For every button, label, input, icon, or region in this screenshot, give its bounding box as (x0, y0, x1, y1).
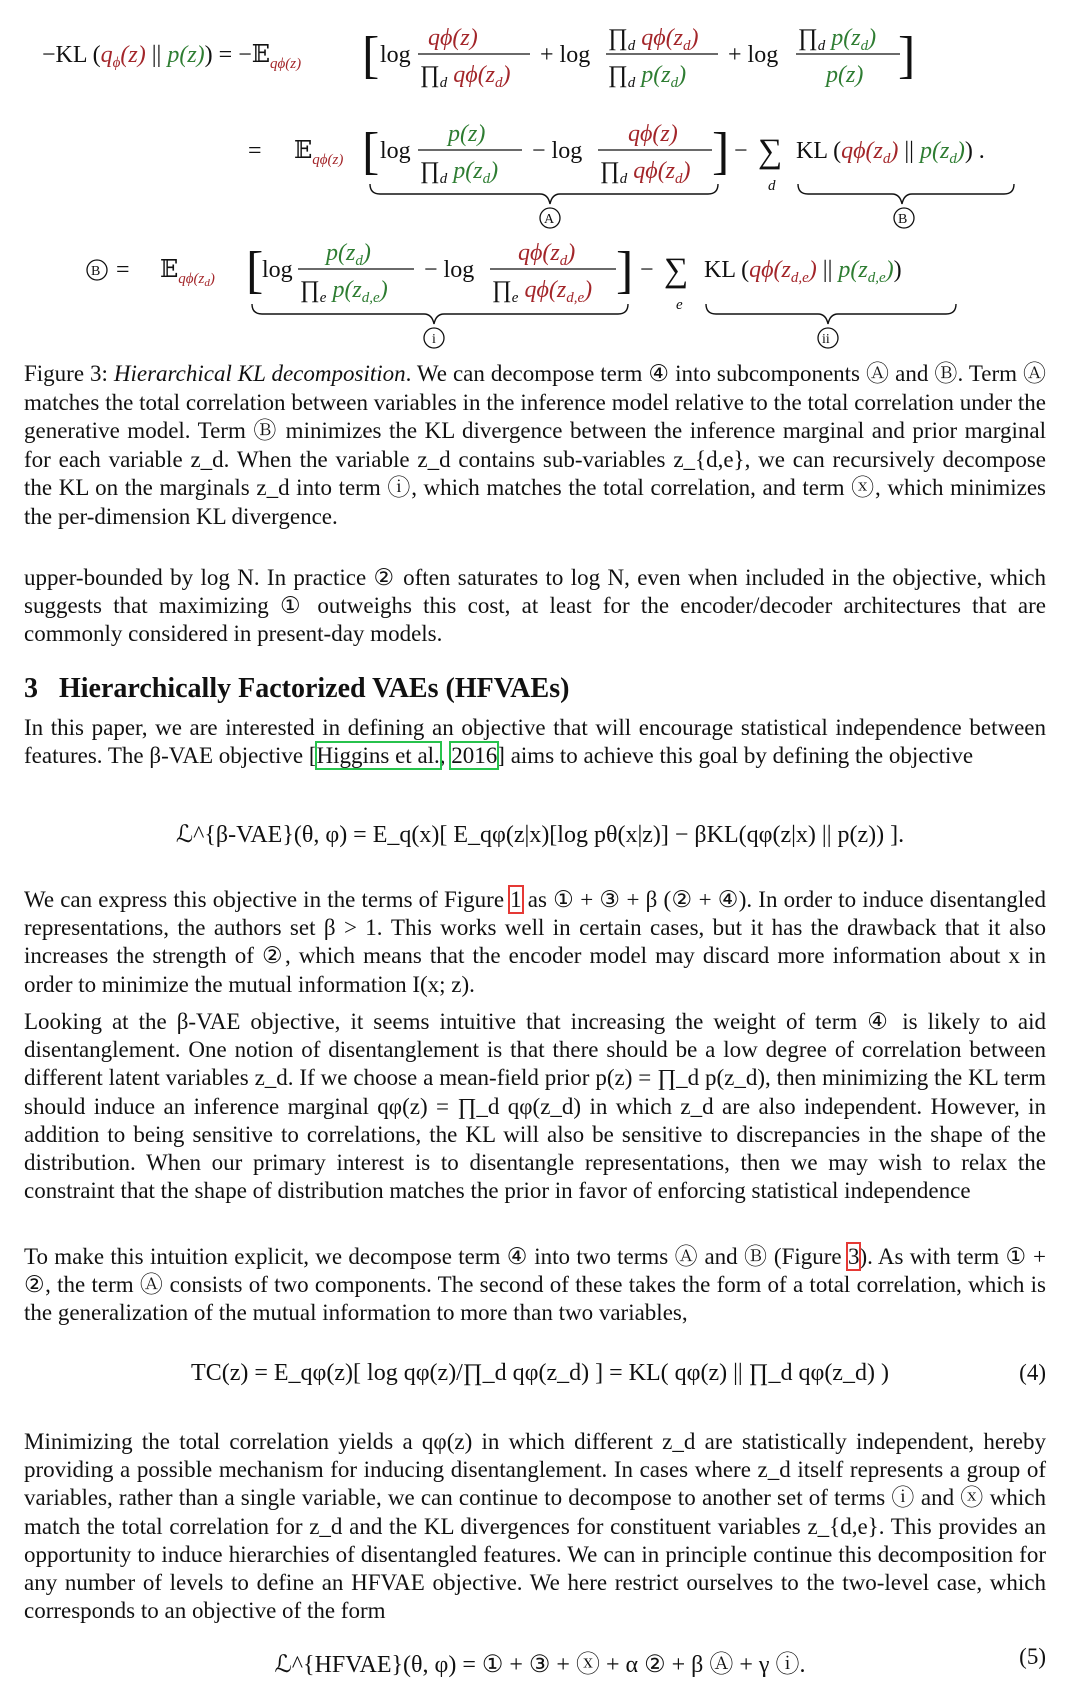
svg-text:∑: ∑ (758, 133, 783, 170)
svg-text:qϕ(z): qϕ(z) (428, 25, 478, 51)
brace-label-a: A (544, 212, 555, 227)
paragraph-disentangle: Looking at the β-VAE objective, it seems intuitive that increasing the weight of term ④ is likely to aid disentanglement. One notion of disentanglement is that there should be a low degree of correlation between different latent variables z_d. If we choose a mean-field prior p(z) = ∏_d p(z_d), then minimizing the KL term should induce an inference marginal qφ(z) = ∏_d qφ(z_d) in which z_d are also independent. However, in addition to being sensitive to correlations, the KL will also be sensitive to discrepancies in the shape of the distribution. When our primary interest is to disentangle representations, then we may wish to relax the constraint that the shape of distribution matches the prior in favor of enforcing statistical independence (24, 1009, 1046, 1204)
para5-after: ). As with term ① + ②, the term Ⓐ consists of two components. The second of these takes the form of a total correlation, which is the generalization of the mutual information to more than two variables, (24, 1244, 1046, 1326)
figure-label: Figure 3: (24, 361, 108, 386)
figure-caption (24, 360, 1046, 531)
section-heading (24, 673, 569, 705)
equation-5 (0, 1644, 1080, 1679)
paragraph-beta (24, 886, 1046, 999)
svg-text:[: [ (362, 27, 380, 84)
eq-row-3 (87, 240, 956, 348)
svg-text:p(z): p(z) (448, 121, 486, 147)
svg-text:−: − (734, 138, 748, 164)
svg-text:[: [ (246, 242, 264, 299)
figure-1-link[interactable]: 1 (510, 887, 522, 912)
svg-text:+ log: + log (540, 42, 591, 68)
svg-text:qϕ(z): qϕ(z) (628, 121, 678, 147)
svg-text:KL (qϕ(zd) || p(zd)) .: KL ($q\phi(z_d)$ || $p(z_d)$) . (796, 138, 985, 167)
para5-before: To make this intuition explicit, we decompose term ④ into two terms Ⓐ and Ⓑ (Figure (24, 1244, 848, 1269)
para2-sep: , (439, 743, 452, 769)
paragraph-total-correlation: Minimizing the total correlation yields a qφ(z) in which different z_d are statistically independent, hereby providing a possible mechanism for inducing disentanglement. In cases where z_d itself represents a group of variables, rather than a single variable, we can continue to decompose to another set of terms ⓘ and ⓧ which match the total correlation for z_d and the KL divergences for constituent variables z_{d,e}. This provides an opportunity to induce hierarchies of disentangled features. We can in principle continue this decomposition for any number of levels to define an HFVAE objective. We here restrict ourselves to the two-level case, which corresponds to an objective of the form (24, 1429, 1046, 1624)
figure-3-equations (0, 0, 1080, 350)
equation-5-number: (5) (1019, 1644, 1046, 1669)
paragraph-intro (24, 714, 1046, 770)
svg-text:∏d qϕ(zd): $\prod_d$ $q\phi(z_d)$ (608, 25, 699, 54)
svg-text:− log: − log (532, 138, 583, 164)
svg-text:𝔼qϕ(z): 𝔼$_{q\phi(z)}$ (294, 138, 344, 168)
brace-label-b: B (898, 212, 908, 227)
svg-text:[: [ (362, 123, 380, 180)
svg-text:log: log (380, 42, 411, 68)
equation-beta-vae: ℒ^{β-VAE}(θ, φ) = E_q(x)[ E_qφ(z|x)[log pθ(x|z)] − βKL(qφ(z|x) || p(z)) ]. (175, 822, 905, 848)
svg-text:∏d qϕ(zd): $\prod_d$ $q\phi(z_d)$ (600, 158, 691, 187)
svg-text:∏d qϕ(zd): $\prod_d$ $q\phi(z_d)$ (420, 62, 511, 91)
citation-link-year[interactable]: 2016 (451, 743, 498, 769)
svg-text:log: log (262, 257, 293, 283)
para3-before: We can express this objective in the terms of Figure (24, 887, 511, 912)
figure-title: Hierarchical KL decomposition (113, 361, 406, 386)
svg-text:∏d p(zd): $\prod_d$ $p(z_d)$ (798, 25, 877, 54)
svg-text:e: e (676, 297, 683, 313)
svg-text:𝔼qϕ(zd): 𝔼$_{q\phi(z_d)}$ (160, 257, 215, 289)
svg-text:]: ] (712, 123, 730, 180)
svg-text:]: ] (616, 242, 634, 299)
svg-text:∑: ∑ (664, 252, 689, 289)
svg-text:−KL (qϕ(z) || p(z)) = −𝔼qϕ(z): −KL ($q_\phi(z)$ || p(z)) = −𝔼$_{q\phi(z)}$ (42, 42, 302, 72)
svg-text:p(zd): $p(z_d)$ (326, 240, 371, 269)
svg-text:KL (qϕ(zd,e) || p(zd,e)): KL ($q\phi(z_{d,e})$ || $p(z_{d,e})$) (704, 257, 902, 286)
svg-text:∏e p(zd,e): $\prod_e$ $p(z_{d,e})$ (300, 277, 388, 306)
svg-text:=: = (248, 138, 262, 164)
svg-text:]: ] (898, 27, 916, 84)
equation-4-number: (4) (1019, 1360, 1046, 1385)
svg-text:−: − (640, 257, 654, 283)
svg-text:d: d (768, 178, 776, 194)
svg-text:=: = (116, 257, 130, 283)
eq-row-1 (42, 25, 915, 91)
equation-4 (0, 1360, 1080, 1387)
section-number: 3 (24, 673, 38, 704)
svg-text:∏d p(zd): $\prod_d$ $p(z_d)$ (608, 62, 687, 91)
para3-after: as ① + ③ + β (② + ④). In order to induce disentangled representations, the authors set β > 1. This works well in certain cases, but it has the drawback that it also increases the strength of ②, which means that the encoder model may discard more information about x in order to minimize the mutual information I(x; z). (24, 887, 1046, 997)
brace-label-ii: ii (822, 332, 830, 347)
equation-4-text: TC(z) = E_qφ(z)[ log qφ(z)/∏_d qφ(z_d) ] = KL( qφ(z) || ∏_d qφ(z_d) ) (191, 1360, 889, 1386)
equation-5-text: ℒ^{HFVAE}(θ, φ) = ① + ③ + ⓧ + α ② + β Ⓐ + γ ⓘ. (274, 1652, 806, 1678)
para2-after: ] aims to achieve this goal by defining the objective (497, 743, 974, 769)
svg-text:B: B (91, 264, 101, 279)
svg-text:p(z): p(z) (826, 62, 864, 88)
section-title: Hierarchically Factorized VAEs (HFVAEs) (59, 673, 570, 704)
svg-text:∏e qϕ(zd,e): $\prod_e$ $q\phi(z_{d,e})$ (492, 277, 593, 306)
figure-caption-body: . We can decompose term ④ into subcomponents Ⓐ and Ⓑ. Term Ⓐ matches the total correlation between variables in the inference model relative to the total correlation under the generative model. Term Ⓑ minimizes the KL divergence between the inference marginal and prior marginal for each variable z_d. When the variable z_d contains sub-variables z_{d,e}, we can recursively decompose the KL on the marginals z_d into term ⓘ, which matches the total correlation, and term ⓧ, which minimizes the per-dimension KL divergence. (24, 361, 1046, 529)
svg-text:∏d p(zd): $\prod_d$ $p(z_d)$ (420, 158, 499, 187)
citation-link-higgins[interactable]: Higgins et al. (316, 743, 440, 769)
svg-text:log: log (380, 138, 411, 164)
equations-svg (0, 0, 1080, 350)
para2-before: In this paper, we are interested in defining an objective that will encourage statistical independence between features. The β-VAE objective [ (24, 715, 1046, 769)
paragraph-intuition (24, 1243, 1046, 1328)
eq-row-2 (248, 121, 1014, 228)
svg-text:+ log: + log (728, 42, 779, 68)
svg-text:− log: − log (424, 257, 475, 283)
brace-label-i: i (432, 332, 436, 347)
paragraph-upper-bound: upper-bounded by log N. In practice ② often saturates to log N, even when included in the objective, which suggests that maximizing ① outweighs this cost, at least for the encoder/decoder architectures that are commonly considered in present-day models. (24, 565, 1046, 647)
figure-3-link[interactable]: 3 (847, 1244, 860, 1269)
svg-text:qϕ(zd): $q\phi(z_d)$ (518, 240, 576, 269)
